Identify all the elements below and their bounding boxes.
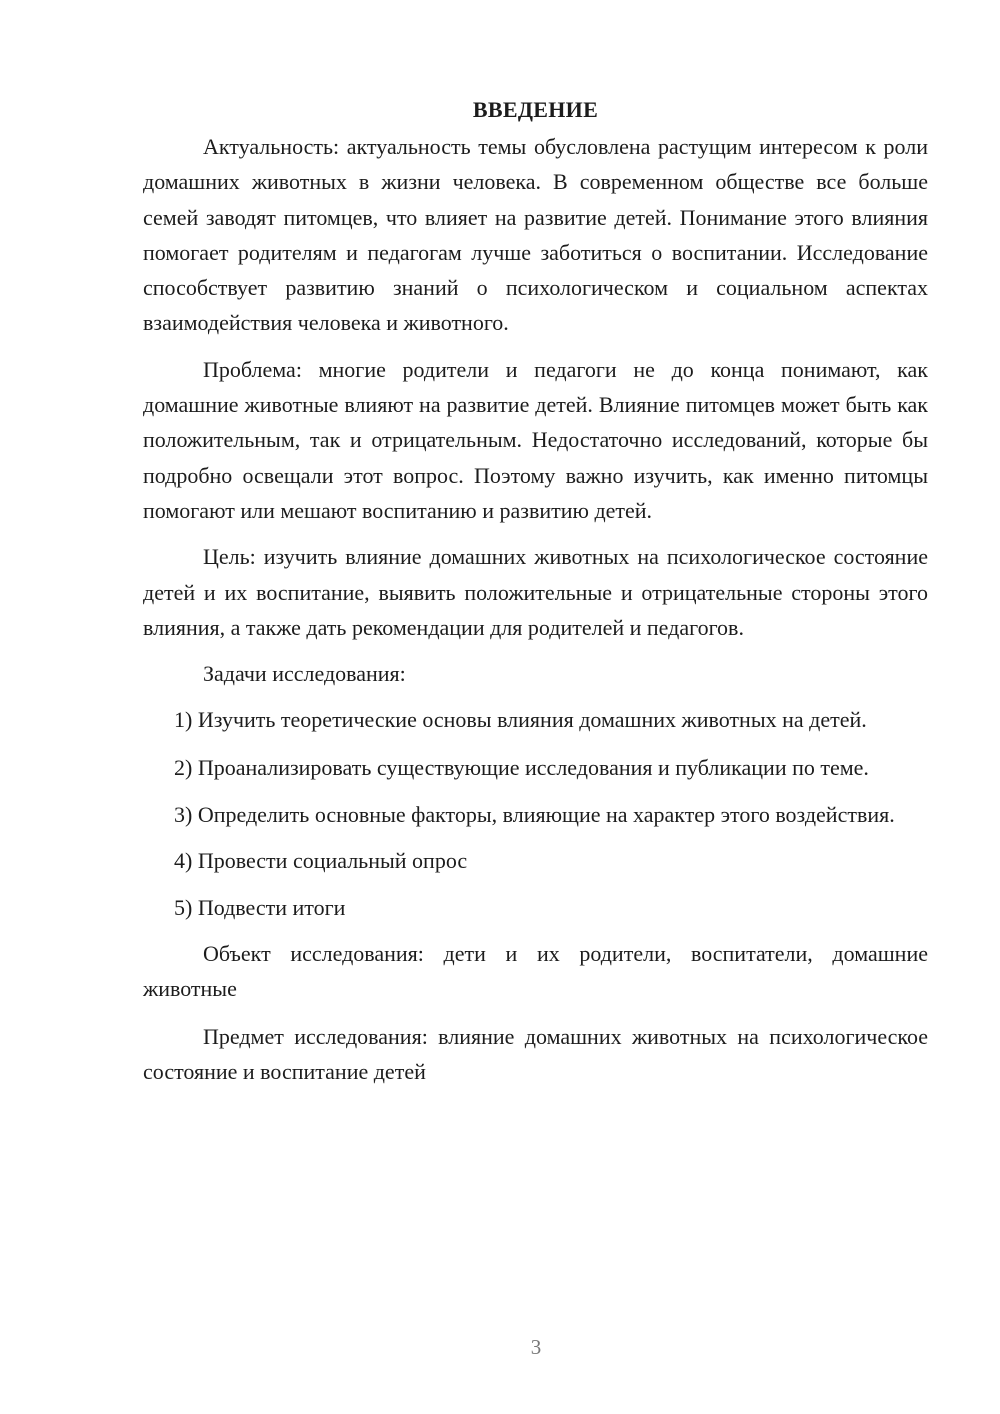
paragraph-subject: Предмет исследования: влияние домашних животных на психологическое состояние и воспитание детей xyxy=(143,1023,928,1084)
task-item-4: 4) Провести социальный опрос xyxy=(174,848,468,874)
section-title: ВВЕДЕНИЕ xyxy=(472,97,599,122)
task-item-5: 5) Подвести итоги xyxy=(174,894,346,920)
paragraph-problem: Проблема: многие родители и педагоги не до конца понимают, как домашние животные влияют на развитие детей. Влияние питомцев может быть как положительным, так и отрицательным. Недостаточно исследований, которые бы подробно освещали этот вопрос. Поэтому важно изучить, как именно питомцы помогают или мешают воспитанию и развитию детей. xyxy=(143,356,928,523)
page-content xyxy=(143,92,928,1089)
paragraph-relevance: Актуальность: актуальность темы обусловлена растущим интересом к роли домашних животных в жизни человека. В современном обществе все больше семей заводят питомцев, что влияет на развитие детей. Понимание этого влияния помогает родителям и педагогам лучше заботиться о воспитании. Исследование способствует развитию знаний о психологическом и социальном аспектах взаимодействия человека и животного. xyxy=(143,134,928,336)
task-item-1: 1) Изучить теоретические основы влияния домашних животных на детей. xyxy=(174,707,867,733)
tasks-heading: Задачи исследования: xyxy=(203,661,406,687)
paragraph-goal: Цель: изучить влияние домашних животных на психологическое состояние детей и их воспитание, выявить положительные и отрицательные стороны этого влияния, а также дать рекомендации для родителей и педагогов. xyxy=(143,544,928,640)
task-item-3: 3) Определить основные факторы, влияющие на характер этого воздействия. xyxy=(174,802,895,828)
paragraph-object: Объект исследования: дети и их родители, воспитатели, домашние животные xyxy=(143,940,928,1002)
page-number: 3 xyxy=(530,1335,542,1359)
task-item-2: 2) Проанализировать существующие исследования и публикации по теме. xyxy=(174,754,869,780)
